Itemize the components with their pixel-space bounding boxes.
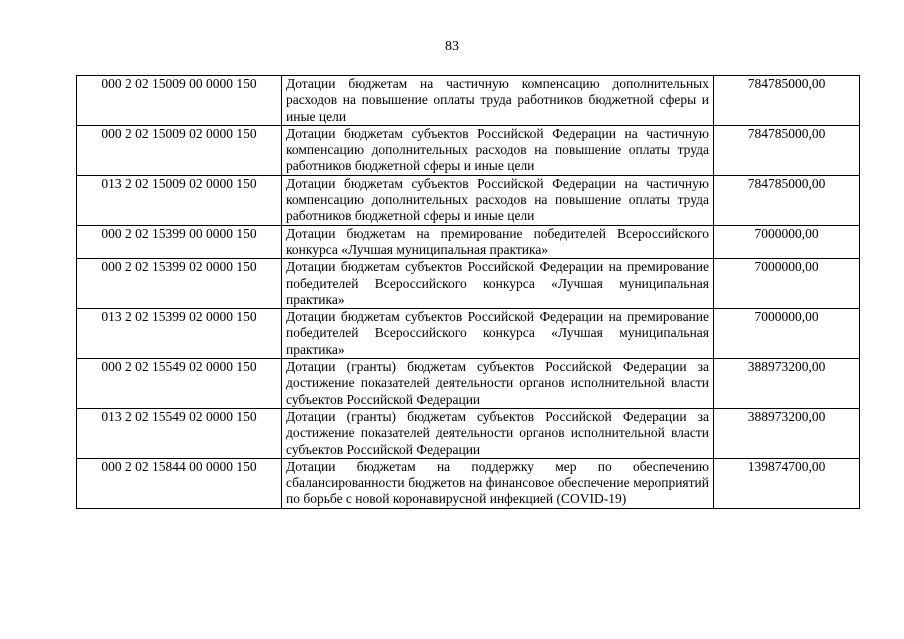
- amount-cell: 388973200,00: [714, 408, 860, 458]
- description-cell: Дотации бюджетам субъектов Российской Федерации на частичную компенсацию дополнительных расходов на повышение оплаты труда работников бюджетной сферы и иные цели: [282, 125, 714, 175]
- page-number: 83: [445, 39, 459, 54]
- budget-code-cell: 013 2 02 15399 02 0000 150: [77, 309, 282, 359]
- amount-cell: 388973200,00: [714, 359, 860, 409]
- amount-cell: 784785000,00: [714, 76, 860, 126]
- table-row: [77, 309, 860, 359]
- description-cell: Дотации бюджетам на частичную компенсацию дополнительных расходов на повышение оплаты труда работников бюджетной сферы и иные цели: [282, 76, 714, 126]
- description-cell: Дотации (гранты) бюджетам субъектов Российской Федерации за достижение показателей деятельности органов исполнительной власти субъектов Российской Федерации: [282, 408, 714, 458]
- budget-code-cell: 000 2 02 15549 02 0000 150: [77, 359, 282, 409]
- amount-cell: 139874700,00: [714, 458, 860, 508]
- description-cell: Дотации бюджетам субъектов Российской Федерации на премирование победителей Всероссийского конкурса «Лучшая муниципальная практика»: [282, 259, 714, 309]
- budget-code-cell: 013 2 02 15549 02 0000 150: [77, 408, 282, 458]
- budget-revenue-table: [76, 75, 860, 509]
- budget-code-cell: 000 2 02 15009 02 0000 150: [77, 125, 282, 175]
- description-cell: Дотации бюджетам субъектов Российской Федерации на премирование победителей Всероссийского конкурса «Лучшая муниципальная практика»: [282, 309, 714, 359]
- table-row: [77, 175, 860, 225]
- budget-code-cell: 000 2 02 15844 00 0000 150: [77, 458, 282, 508]
- table-row: [77, 225, 860, 259]
- amount-cell: 7000000,00: [714, 225, 860, 259]
- table-row: [77, 76, 860, 126]
- budget-code-cell: 000 2 02 15009 00 0000 150: [77, 76, 282, 126]
- table-row: [77, 408, 860, 458]
- description-cell: Дотации (гранты) бюджетам субъектов Российской Федерации за достижение показателей деятельности органов исполнительной власти субъектов Российской Федерации: [282, 359, 714, 409]
- budget-code-cell: 000 2 02 15399 02 0000 150: [77, 259, 282, 309]
- description-cell: Дотации бюджетам на премирование победителей Всероссийского конкурса «Лучшая муниципальная практика»: [282, 225, 714, 259]
- amount-cell: 7000000,00: [714, 259, 860, 309]
- table-row: [77, 359, 860, 409]
- description-cell: Дотации бюджетам на поддержку мер по обеспечению сбалансированности бюджетов на финансовое обеспечение мероприятий по борьбе с новой коронавирусной инфекцией (COVID-19): [282, 458, 714, 508]
- budget-code-cell: 013 2 02 15009 02 0000 150: [77, 175, 282, 225]
- amount-cell: 784785000,00: [714, 175, 860, 225]
- table-row: [77, 458, 860, 508]
- table-row: [77, 259, 860, 309]
- amount-cell: 784785000,00: [714, 125, 860, 175]
- budget-code-cell: 000 2 02 15399 00 0000 150: [77, 225, 282, 259]
- table-row: [77, 125, 860, 175]
- description-cell: Дотации бюджетам субъектов Российской Федерации на частичную компенсацию дополнительных расходов на повышение оплаты труда работников бюджетной сферы и иные цели: [282, 175, 714, 225]
- amount-cell: 7000000,00: [714, 309, 860, 359]
